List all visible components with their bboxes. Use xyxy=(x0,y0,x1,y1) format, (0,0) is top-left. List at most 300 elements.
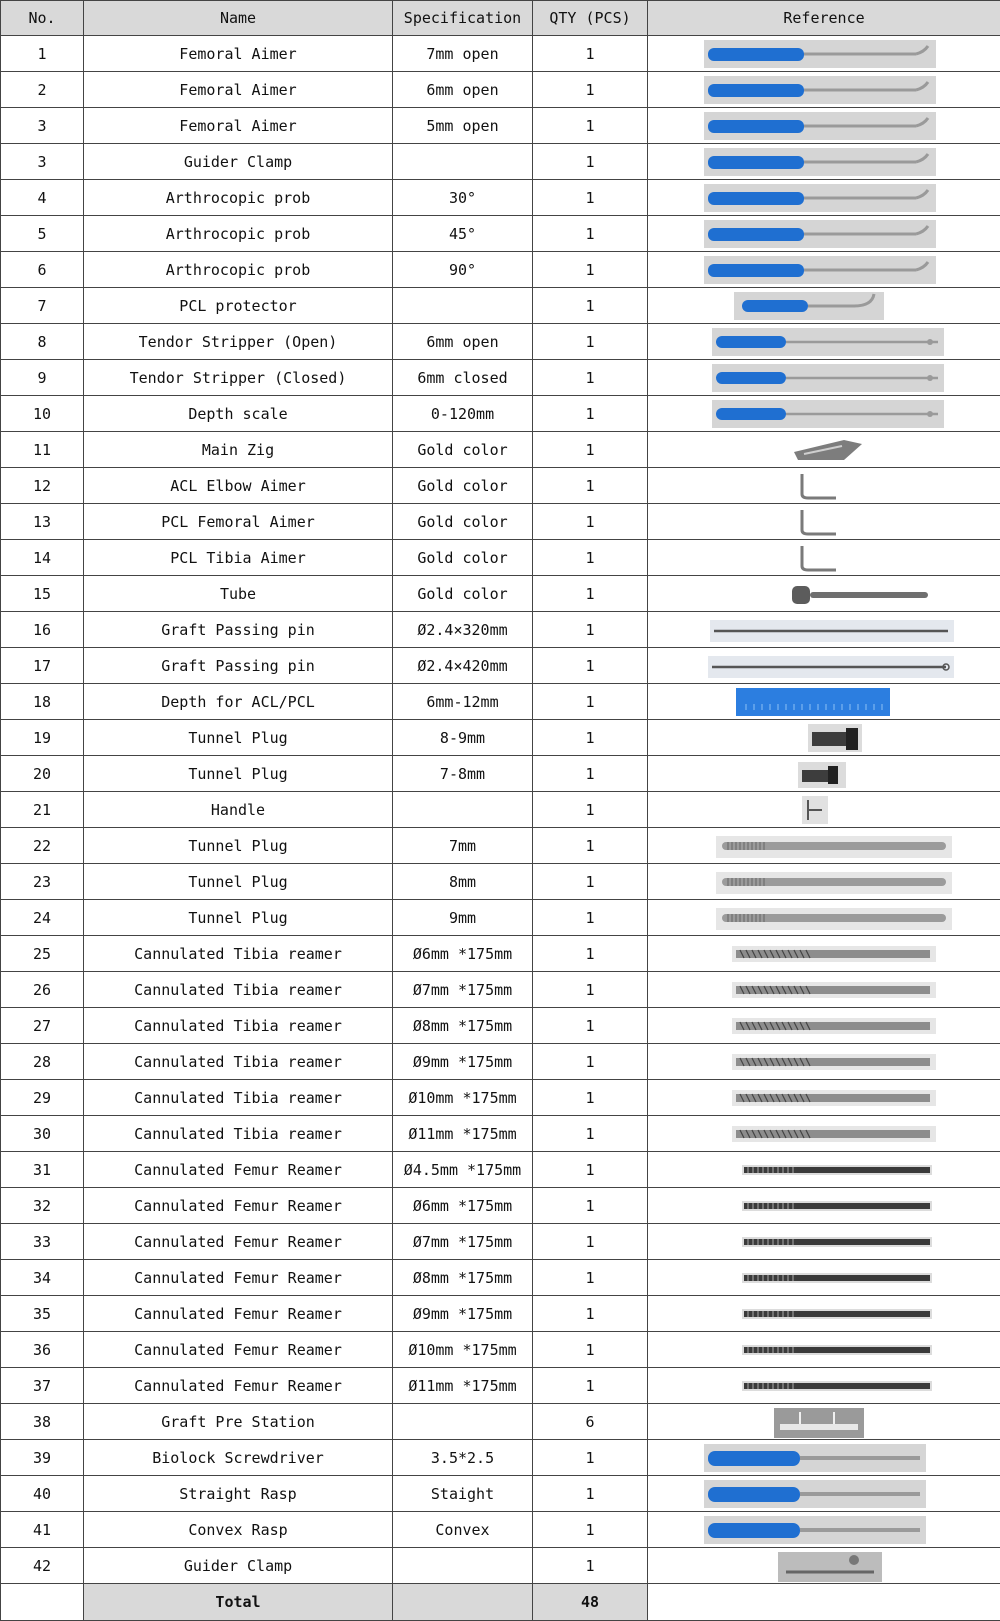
table-row xyxy=(1,144,1000,180)
cell-reference xyxy=(648,144,1000,180)
blue-handle-probe-icon xyxy=(648,218,1000,250)
table-row xyxy=(1,1188,1000,1224)
blue-handle-depth-scale-icon xyxy=(648,398,1000,430)
cell-specification: 6mm closed xyxy=(393,360,533,396)
cell-reference xyxy=(648,504,1000,540)
cell-name: Tube xyxy=(84,576,393,612)
cell-qty: 1 xyxy=(533,1224,648,1260)
femur-reamer-icon xyxy=(648,1298,1000,1330)
cell-specification: Ø11mm *175mm xyxy=(393,1116,533,1152)
cell-qty: 1 xyxy=(533,1548,648,1584)
table-row xyxy=(1,1224,1000,1260)
blue-handle-aimer-icon xyxy=(648,74,1000,106)
cell-no: 2 xyxy=(1,72,84,108)
cell-reference xyxy=(648,108,1000,144)
table-row xyxy=(1,540,1000,576)
passing-pin-icon xyxy=(648,614,1000,646)
cell-qty: 1 xyxy=(533,684,648,720)
cell-specification: Gold color xyxy=(393,540,533,576)
cell-specification: Ø7mm *175mm xyxy=(393,972,533,1008)
cell-name: Femoral Aimer xyxy=(84,72,393,108)
cell-qty: 1 xyxy=(533,144,648,180)
cell-qty: 1 xyxy=(533,864,648,900)
cell-no: 39 xyxy=(1,1440,84,1476)
cell-specification xyxy=(393,288,533,324)
header-no: No. xyxy=(1,1,84,36)
cell-specification: Gold color xyxy=(393,432,533,468)
cell-reference xyxy=(648,756,1000,792)
cell-specification: 5mm open xyxy=(393,108,533,144)
cell-name: Straight Rasp xyxy=(84,1476,393,1512)
cell-specification: Ø7mm *175mm xyxy=(393,1224,533,1260)
cell-specification xyxy=(393,1548,533,1584)
cell-specification: 7mm open xyxy=(393,36,533,72)
cell-name: ACL Elbow Aimer xyxy=(84,468,393,504)
header-qty: QTY (PCS) xyxy=(533,1,648,36)
cell-name: Cannulated Tibia reamer xyxy=(84,972,393,1008)
cell-no: 41 xyxy=(1,1512,84,1548)
table-row xyxy=(1,1404,1000,1440)
cell-no: 10 xyxy=(1,396,84,432)
cell-reference xyxy=(648,1512,1000,1548)
cell-name: Graft Pre Station xyxy=(84,1404,393,1440)
cell-qty: 1 xyxy=(533,1476,648,1512)
cell-reference xyxy=(648,432,1000,468)
cell-name: Cannulated Tibia reamer xyxy=(84,1044,393,1080)
table-row xyxy=(1,864,1000,900)
total-label: Total xyxy=(84,1584,393,1621)
cell-name: Guider Clamp xyxy=(84,1548,393,1584)
main-zig-icon xyxy=(648,434,1000,466)
cell-reference xyxy=(648,1368,1000,1404)
cell-no: 11 xyxy=(1,432,84,468)
table-row xyxy=(1,720,1000,756)
cell-reference xyxy=(648,288,1000,324)
cell-reference xyxy=(648,324,1000,360)
tube-icon xyxy=(648,578,1000,610)
blue-handle-aimer-icon xyxy=(648,110,1000,142)
cell-qty: 1 xyxy=(533,936,648,972)
cell-specification: 90° xyxy=(393,252,533,288)
cell-specification: Ø10mm *175mm xyxy=(393,1332,533,1368)
cell-specification: 7-8mm xyxy=(393,756,533,792)
cell-reference xyxy=(648,396,1000,432)
cell-specification: 6mm open xyxy=(393,324,533,360)
cell-qty: 1 xyxy=(533,1044,648,1080)
cell-no: 6 xyxy=(1,252,84,288)
cell-reference xyxy=(648,360,1000,396)
table-row xyxy=(1,1296,1000,1332)
cell-name: Tunnel Plug xyxy=(84,756,393,792)
table-row xyxy=(1,972,1000,1008)
cell-qty: 1 xyxy=(533,720,648,756)
header-reference: Reference xyxy=(648,1,1000,36)
table-row xyxy=(1,396,1000,432)
cell-name: Cannulated Femur Reamer xyxy=(84,1332,393,1368)
table-row xyxy=(1,72,1000,108)
cell-name: Convex Rasp xyxy=(84,1512,393,1548)
straight-rasp-icon xyxy=(648,1478,1000,1510)
cell-name: Cannulated Femur Reamer xyxy=(84,1368,393,1404)
cell-no: 38 xyxy=(1,1404,84,1440)
cell-name: Biolock Screwdriver xyxy=(84,1440,393,1476)
cell-no: 19 xyxy=(1,720,84,756)
table-row xyxy=(1,1116,1000,1152)
drill-reamer-icon xyxy=(648,1010,1000,1042)
table-row xyxy=(1,792,1000,828)
femur-reamer-icon xyxy=(648,1154,1000,1186)
passing-pin-icon xyxy=(648,650,1000,682)
cell-specification: Gold color xyxy=(393,504,533,540)
cell-qty: 1 xyxy=(533,828,648,864)
table-row xyxy=(1,648,1000,684)
table-row xyxy=(1,288,1000,324)
drill-reamer-icon xyxy=(648,1082,1000,1114)
table-row xyxy=(1,504,1000,540)
cell-qty: 1 xyxy=(533,792,648,828)
table-row xyxy=(1,216,1000,252)
cell-no: 7 xyxy=(1,288,84,324)
cell-reference xyxy=(648,252,1000,288)
cell-qty: 1 xyxy=(533,108,648,144)
table-row xyxy=(1,900,1000,936)
cell-qty: 1 xyxy=(533,612,648,648)
cell-reference xyxy=(648,972,1000,1008)
cell-no: 20 xyxy=(1,756,84,792)
cell-qty: 1 xyxy=(533,324,648,360)
cell-no: 25 xyxy=(1,936,84,972)
cell-no: 27 xyxy=(1,1008,84,1044)
cell-qty: 1 xyxy=(533,1152,648,1188)
table-row xyxy=(1,1332,1000,1368)
cell-reference xyxy=(648,792,1000,828)
cell-reference xyxy=(648,720,1000,756)
table-row xyxy=(1,1512,1000,1548)
cell-specification: 45° xyxy=(393,216,533,252)
cell-specification: 8-9mm xyxy=(393,720,533,756)
cell-no: 26 xyxy=(1,972,84,1008)
cell-name: Cannulated Tibia reamer xyxy=(84,1116,393,1152)
total-spec-cell xyxy=(393,1584,533,1621)
cell-qty: 1 xyxy=(533,1116,648,1152)
cell-specification: Convex xyxy=(393,1512,533,1548)
cell-name: Cannulated Femur Reamer xyxy=(84,1152,393,1188)
blue-handle-clamp-icon xyxy=(648,146,1000,178)
cell-name: Guider Clamp xyxy=(84,144,393,180)
table-row xyxy=(1,684,1000,720)
cell-specification: 30° xyxy=(393,180,533,216)
cell-no: 13 xyxy=(1,504,84,540)
cell-no: 3 xyxy=(1,108,84,144)
cell-specification xyxy=(393,144,533,180)
table-row xyxy=(1,576,1000,612)
cell-name: Tunnel Plug xyxy=(84,864,393,900)
cell-no: 37 xyxy=(1,1368,84,1404)
cell-qty: 1 xyxy=(533,216,648,252)
table-row xyxy=(1,828,1000,864)
depth-gauge-icon xyxy=(648,686,1000,718)
table-row xyxy=(1,612,1000,648)
cell-no: 18 xyxy=(1,684,84,720)
cell-name: Tunnel Plug xyxy=(84,720,393,756)
cell-no: 24 xyxy=(1,900,84,936)
cell-reference xyxy=(648,864,1000,900)
cell-specification xyxy=(393,792,533,828)
table-row xyxy=(1,432,1000,468)
cell-qty: 1 xyxy=(533,648,648,684)
table-row xyxy=(1,1260,1000,1296)
cell-qty: 6 xyxy=(533,1404,648,1440)
t-handle-icon xyxy=(648,794,1000,826)
cell-qty: 1 xyxy=(533,540,648,576)
cell-specification: Ø9mm *175mm xyxy=(393,1296,533,1332)
table-row xyxy=(1,1440,1000,1476)
cell-qty: 1 xyxy=(533,180,648,216)
dilator-rod-icon xyxy=(648,866,1000,898)
cell-reference xyxy=(648,684,1000,720)
cell-reference xyxy=(648,936,1000,972)
cell-no: 21 xyxy=(1,792,84,828)
tunnel-plug-icon xyxy=(648,722,1000,754)
cell-specification: Ø6mm *175mm xyxy=(393,936,533,972)
cell-reference xyxy=(648,1080,1000,1116)
cell-no: 1 xyxy=(1,36,84,72)
cell-name: Cannulated Tibia reamer xyxy=(84,1080,393,1116)
drill-reamer-icon xyxy=(648,974,1000,1006)
cell-reference xyxy=(648,1296,1000,1332)
table-row xyxy=(1,756,1000,792)
cell-no: 3 xyxy=(1,144,84,180)
table-row xyxy=(1,1548,1000,1584)
cell-reference xyxy=(648,72,1000,108)
cell-no: 15 xyxy=(1,576,84,612)
cell-no: 36 xyxy=(1,1332,84,1368)
cell-qty: 1 xyxy=(533,288,648,324)
cell-name: Tendor Stripper (Open) xyxy=(84,324,393,360)
cell-qty: 1 xyxy=(533,972,648,1008)
cell-reference xyxy=(648,900,1000,936)
cell-specification: 0-120mm xyxy=(393,396,533,432)
femoral-aimer-icon xyxy=(648,506,1000,538)
table-row xyxy=(1,360,1000,396)
cell-reference xyxy=(648,1224,1000,1260)
drill-reamer-icon xyxy=(648,938,1000,970)
cell-name: Graft Passing pin xyxy=(84,648,393,684)
cell-qty: 1 xyxy=(533,1188,648,1224)
screwdriver-icon xyxy=(648,1442,1000,1474)
femur-reamer-icon xyxy=(648,1334,1000,1366)
cell-name: PCL Tibia Aimer xyxy=(84,540,393,576)
cell-specification: Staight xyxy=(393,1476,533,1512)
cell-specification: Ø8mm *175mm xyxy=(393,1260,533,1296)
cell-specification: 3.5*2.5 xyxy=(393,1440,533,1476)
cell-name: PCL protector xyxy=(84,288,393,324)
cell-name: Cannulated Tibia reamer xyxy=(84,1008,393,1044)
cell-reference xyxy=(648,828,1000,864)
cell-qty: 1 xyxy=(533,468,648,504)
cell-specification: Ø2.4×320mm xyxy=(393,612,533,648)
drill-reamer-icon xyxy=(648,1046,1000,1078)
table-body xyxy=(1,36,1000,1584)
guider-clamp-icon xyxy=(648,1550,1000,1582)
cell-name: Cannulated Femur Reamer xyxy=(84,1260,393,1296)
cell-qty: 1 xyxy=(533,1296,648,1332)
graft-station-icon xyxy=(648,1406,1000,1438)
cell-specification: Gold color xyxy=(393,468,533,504)
table-row xyxy=(1,108,1000,144)
cell-qty: 1 xyxy=(533,900,648,936)
cell-qty: 1 xyxy=(533,1332,648,1368)
cell-qty: 1 xyxy=(533,1260,648,1296)
blue-handle-probe-icon xyxy=(648,254,1000,286)
cell-name: Cannulated Femur Reamer xyxy=(84,1296,393,1332)
cell-reference xyxy=(648,576,1000,612)
cell-specification: Gold color xyxy=(393,576,533,612)
cell-reference xyxy=(648,468,1000,504)
table-row xyxy=(1,252,1000,288)
table-row xyxy=(1,180,1000,216)
cell-specification: Ø8mm *175mm xyxy=(393,1008,533,1044)
cell-name: PCL Femoral Aimer xyxy=(84,504,393,540)
cell-no: 29 xyxy=(1,1080,84,1116)
cell-qty: 1 xyxy=(533,1008,648,1044)
cell-no: 31 xyxy=(1,1152,84,1188)
cell-qty: 1 xyxy=(533,756,648,792)
femur-reamer-icon xyxy=(648,1226,1000,1258)
cell-reference xyxy=(648,1008,1000,1044)
cell-qty: 1 xyxy=(533,396,648,432)
femur-reamer-icon xyxy=(648,1190,1000,1222)
cell-qty: 1 xyxy=(533,1080,648,1116)
cell-reference xyxy=(648,180,1000,216)
cell-name: Arthrocopic prob xyxy=(84,216,393,252)
cell-reference xyxy=(648,1476,1000,1512)
drill-reamer-icon xyxy=(648,1118,1000,1150)
cell-reference xyxy=(648,1404,1000,1440)
cell-reference xyxy=(648,612,1000,648)
cell-reference xyxy=(648,36,1000,72)
tunnel-plug-icon xyxy=(648,758,1000,790)
cell-no: 40 xyxy=(1,1476,84,1512)
femur-reamer-icon xyxy=(648,1262,1000,1294)
cell-name: Depth scale xyxy=(84,396,393,432)
cell-no: 28 xyxy=(1,1044,84,1080)
cell-no: 16 xyxy=(1,612,84,648)
cell-name: Depth for ACL/PCL xyxy=(84,684,393,720)
cell-specification: 7mm xyxy=(393,828,533,864)
cell-name: Arthrocopic prob xyxy=(84,252,393,288)
cell-name: Femoral Aimer xyxy=(84,108,393,144)
cell-name: Femoral Aimer xyxy=(84,36,393,72)
blue-handle-stripper-icon xyxy=(648,362,1000,394)
header-row xyxy=(1,1,1000,36)
cell-specification: 6mm open xyxy=(393,72,533,108)
header-specification: Specification xyxy=(393,1,533,36)
cell-qty: 1 xyxy=(533,360,648,396)
cell-name: Arthrocopic prob xyxy=(84,180,393,216)
cell-no: 34 xyxy=(1,1260,84,1296)
table-row xyxy=(1,468,1000,504)
cell-no: 9 xyxy=(1,360,84,396)
cell-no: 17 xyxy=(1,648,84,684)
cell-no: 35 xyxy=(1,1296,84,1332)
blue-handle-aimer-icon xyxy=(648,38,1000,70)
cell-specification: 6mm-12mm xyxy=(393,684,533,720)
cell-name: Tunnel Plug xyxy=(84,828,393,864)
cell-no: 8 xyxy=(1,324,84,360)
blue-handle-probe-icon xyxy=(648,182,1000,214)
table-row xyxy=(1,1008,1000,1044)
table-row xyxy=(1,324,1000,360)
cell-specification: Ø9mm *175mm xyxy=(393,1044,533,1080)
cell-reference xyxy=(648,1260,1000,1296)
cell-no: 22 xyxy=(1,828,84,864)
tibia-aimer-icon xyxy=(648,542,1000,574)
dilator-rod-icon xyxy=(648,830,1000,862)
cell-qty: 1 xyxy=(533,1368,648,1404)
cell-name: Graft Passing pin xyxy=(84,612,393,648)
cell-reference xyxy=(648,1332,1000,1368)
cell-name: Handle xyxy=(84,792,393,828)
table-row xyxy=(1,36,1000,72)
cell-name: Tendor Stripper (Closed) xyxy=(84,360,393,396)
cell-reference xyxy=(648,1440,1000,1476)
total-row xyxy=(1,1584,1000,1621)
cell-reference xyxy=(648,216,1000,252)
blue-handle-protector-icon xyxy=(648,290,1000,322)
table-row xyxy=(1,1152,1000,1188)
cell-no: 23 xyxy=(1,864,84,900)
femur-reamer-icon xyxy=(648,1370,1000,1402)
cell-reference xyxy=(648,1188,1000,1224)
cell-reference xyxy=(648,1116,1000,1152)
cell-no: 42 xyxy=(1,1548,84,1584)
cell-name: Tunnel Plug xyxy=(84,900,393,936)
cell-qty: 1 xyxy=(533,36,648,72)
cell-specification: 8mm xyxy=(393,864,533,900)
cell-reference xyxy=(648,648,1000,684)
cell-specification: Ø10mm *175mm xyxy=(393,1080,533,1116)
cell-qty: 1 xyxy=(533,1440,648,1476)
table-row xyxy=(1,1080,1000,1116)
cell-reference xyxy=(648,1548,1000,1584)
cell-qty: 1 xyxy=(533,1512,648,1548)
dilator-rod-icon xyxy=(648,902,1000,934)
cell-qty: 1 xyxy=(533,72,648,108)
cell-name: Main Zig xyxy=(84,432,393,468)
cell-no: 5 xyxy=(1,216,84,252)
total-ref-cell xyxy=(648,1584,1000,1621)
table-row xyxy=(1,1044,1000,1080)
table-row xyxy=(1,1476,1000,1512)
cell-no: 33 xyxy=(1,1224,84,1260)
cell-qty: 1 xyxy=(533,576,648,612)
cell-reference xyxy=(648,1044,1000,1080)
cell-no: 14 xyxy=(1,540,84,576)
cell-no: 32 xyxy=(1,1188,84,1224)
cell-specification: Ø4.5mm *175mm xyxy=(393,1152,533,1188)
cell-specification: Ø11mm *175mm xyxy=(393,1368,533,1404)
cell-no: 4 xyxy=(1,180,84,216)
cell-qty: 1 xyxy=(533,252,648,288)
elbow-aimer-icon xyxy=(648,470,1000,502)
cell-specification: 9mm xyxy=(393,900,533,936)
cell-reference xyxy=(648,540,1000,576)
cell-specification: Ø2.4×420mm xyxy=(393,648,533,684)
cell-reference xyxy=(648,1152,1000,1188)
convex-rasp-icon xyxy=(648,1514,1000,1546)
cell-specification: Ø6mm *175mm xyxy=(393,1188,533,1224)
